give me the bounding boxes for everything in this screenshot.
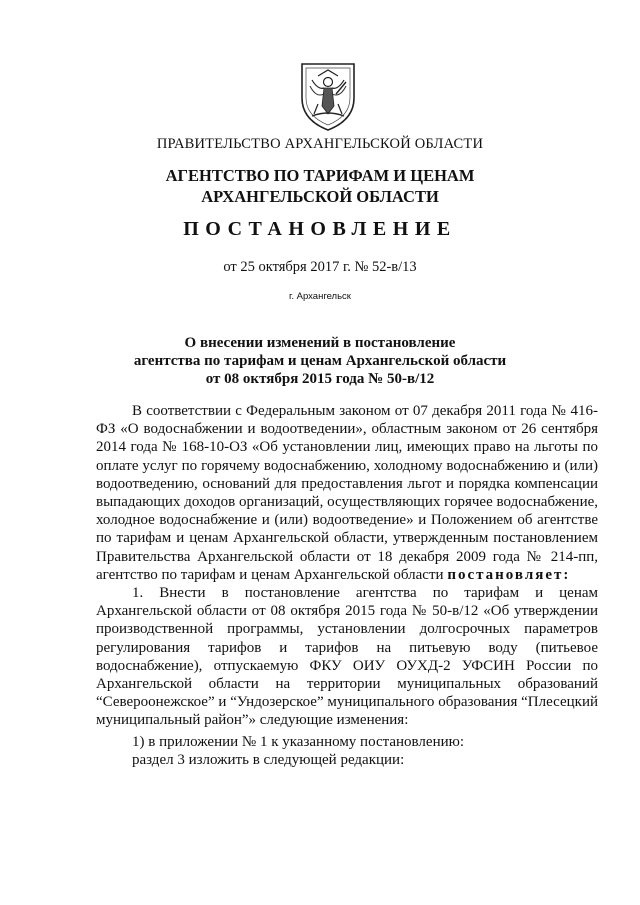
subject-line1: О внесении изменений в постановление — [184, 335, 456, 351]
agency-title-line1: АГЕНТСТВО ПО ТАРИФАМ И ЦЕНАМ — [165, 166, 475, 185]
document-type: ПОСТАНОВЛЕНИЕ — [183, 218, 457, 240]
subject-line3: от 08 октября 2015 года № 50-в/12 — [205, 371, 435, 387]
paragraph-preamble — [96, 402, 598, 584]
paragraph-subitem-1: 1) в приложении № 1 к указанному постановлению: — [132, 733, 464, 750]
document-city: г. Архангельск — [289, 291, 351, 302]
preamble-text: В соответствии с Федеральным законом от 07 декабря 2011 года № 416-ФЗ «О водоснабжении и водоотведении», областным законом от 26 сентября 2014 года № 168-10-ОЗ «Об установлении лиц, имеющих право на льготы по оплате услуг по горячему водоснабжению, холодному водоснабжению и (или) водоотведению, оснований для предоставления льгот и порядка компенсации выпадающих доходов организаций, осуществляющих горячее водоснабжение, холодное водоснабжение и (или) водоотведение» и Положением об агентстве по тарифам и ценам Архангельской области, утвержденным постановлением Правительства Архангельской области от 18 декабря 2009 года № 214-пп, агентство по тарифам и ценам Архангельской области — [96, 403, 598, 583]
paragraph-section-3: раздел 3 изложить в следующей редакции: — [132, 751, 405, 768]
subject-line2: агентства по тарифам и ценам Архангельской области — [133, 353, 507, 369]
document-subject — [0, 334, 640, 388]
government-title: ПРАВИТЕЛЬСТВО АРХАНГЕЛЬСКОЙ ОБЛАСТИ — [156, 136, 484, 152]
paragraph-item-1: 1. Внести в постановление агентства по тарифам и ценам Архангельской области от 08 октября 2015 года № 50-в/12 «Об утверждении производственной программы, установлении долгосрочных параметров регулирования тарифов и тарифов на питьевую воду (питьевое водоснабжение), отпускаемую ФКУ ОИУ ОУХД-2 УФСИН России по Архангельской области на территории муниципальных образований “Североонежское” и “Ундозерское” муниципального образования “Плесецкий муниципальный район”» следующие изменения: — [96, 585, 598, 729]
decree-word: постановляет: — [447, 566, 571, 583]
agency-title — [0, 165, 640, 207]
coat-of-arms-icon — [296, 58, 360, 132]
agency-title-line2: АРХАНГЕЛЬСКОЙ ОБЛАСТИ — [201, 187, 439, 206]
document-date-number: от 25 октября 2017 г. № 52-в/13 — [223, 259, 417, 275]
document-body — [96, 402, 598, 769]
